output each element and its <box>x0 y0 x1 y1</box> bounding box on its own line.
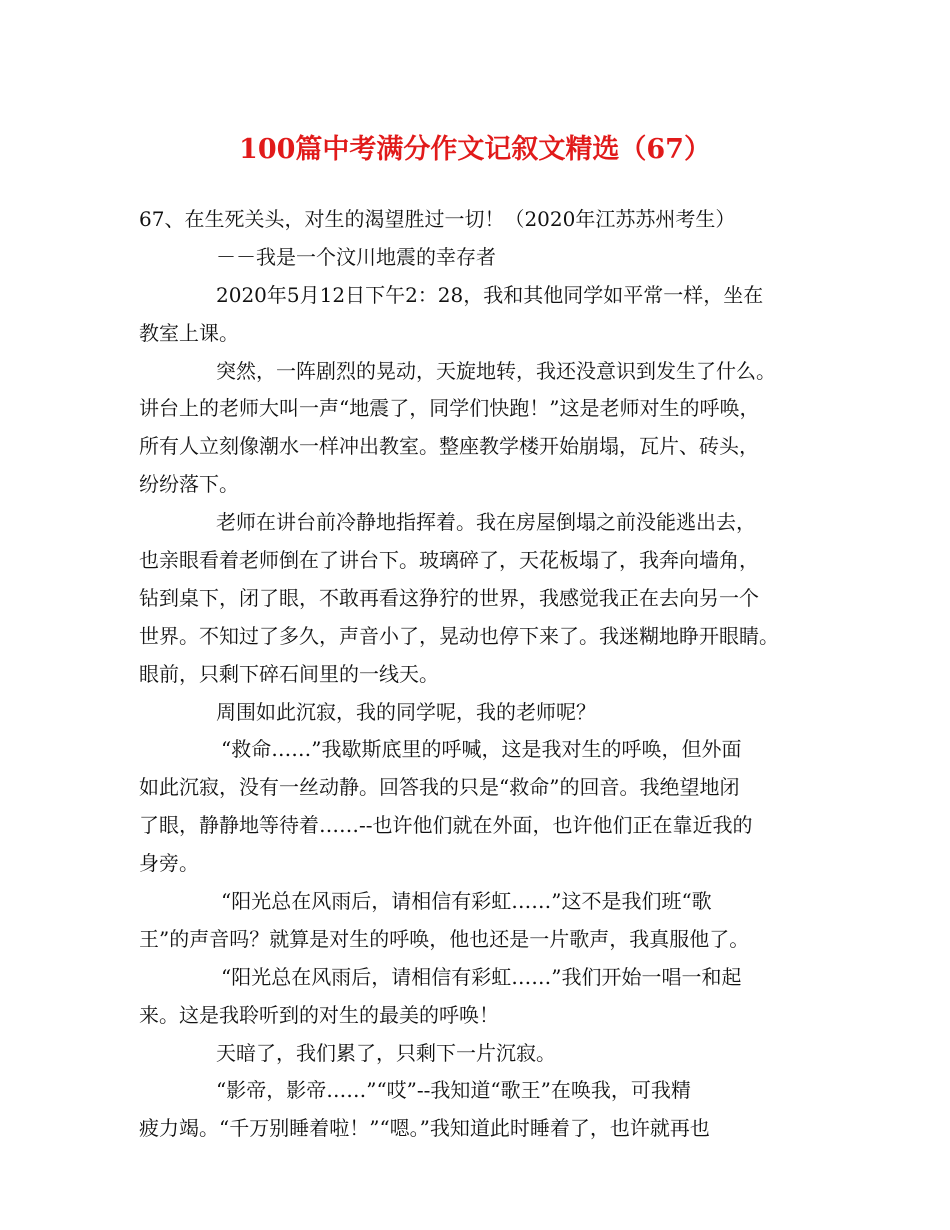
text-line: 身旁。 <box>139 851 199 876</box>
text-line: 眼前，只剩下碎石间里的一线天。 <box>139 661 439 686</box>
text-line: 王”的声音吗？就算是对生的呼唤，他也还是一片歌声，我真服他了。 <box>139 926 750 951</box>
text-line: 也亲眼看着老师倒在了讲台下。玻璃碎了，天花板塌了，我奔向墙角， <box>139 548 759 573</box>
text-line: 疲力竭。“千万别睡着啦！”“嗯。”我知道此时睡着了，也许就再也 <box>139 1116 710 1141</box>
text-line: －－我是一个汶川地震的幸存者 <box>216 244 496 269</box>
text-line: 钻到桌下，闭了眼，不敢再看这狰狞的世界，我感觉我正在去向另一个 <box>139 585 759 610</box>
document-title: 100篇中考满分作文记叙文精选（67） <box>239 134 711 165</box>
text-line: 纷纷落下。 <box>139 472 239 497</box>
text-line: 突然，一阵剧烈的晃动，天旋地转，我还没意识到发生了什么。 <box>216 358 776 383</box>
text-line: 来。这是我聆听到的对生的最美的呼唤！ <box>139 1002 499 1027</box>
text-line: 天暗了，我们累了，只剩下一片沉寂。 <box>216 1040 556 1065</box>
text-line: “阳光总在风雨后，请相信有彩虹……”我们开始一唱一和起 <box>221 964 742 989</box>
text-line: 所有人立刻像潮水一样冲出教室。整座教学楼开始崩塌，瓦片、砖头， <box>139 434 759 459</box>
text-line: 讲台上的老师大叫一声“地震了，同学们快跑！”这是老师对生的呼唤， <box>139 396 760 421</box>
text-line: 了眼，静静地等待着……--也许他们就在外面，也许他们正在靠近我的 <box>139 813 753 838</box>
text-line: 周围如此沉寂，我的同学呢，我的老师呢？ <box>216 699 596 724</box>
text-line: 教室上课。 <box>139 320 239 345</box>
text-line: 如此沉寂，没有一丝动静。回答我的只是“救命”的回音。我绝望地闭 <box>139 775 740 800</box>
text-line: “救命……”我歇斯底里的呼喊，这是我对生的呼唤，但外面 <box>221 737 742 762</box>
text-line: 老师在讲台前冷静地指挥着。我在房屋倒塌之前没能逃出去， <box>216 510 756 535</box>
article-body <box>139 201 819 1148</box>
text-line: 世界。不知过了多久，声音小了，晃动也停下来了。我迷糊地睁开眼睛。 <box>139 623 779 648</box>
text-line: 2020年5月12日下午2：28，我和其他同学如平常一样，坐在 <box>216 282 764 307</box>
text-line: “影帝，影帝……”“哎”--我知道“歌王”在唤我，可我精 <box>216 1078 691 1103</box>
text-line: 67、在生死关头，对生的渴望胜过一切！（2020年江苏苏州考生） <box>139 207 736 231</box>
text-line: “阳光总在风雨后，请相信有彩虹……”这不是我们班“歌 <box>221 889 712 914</box>
